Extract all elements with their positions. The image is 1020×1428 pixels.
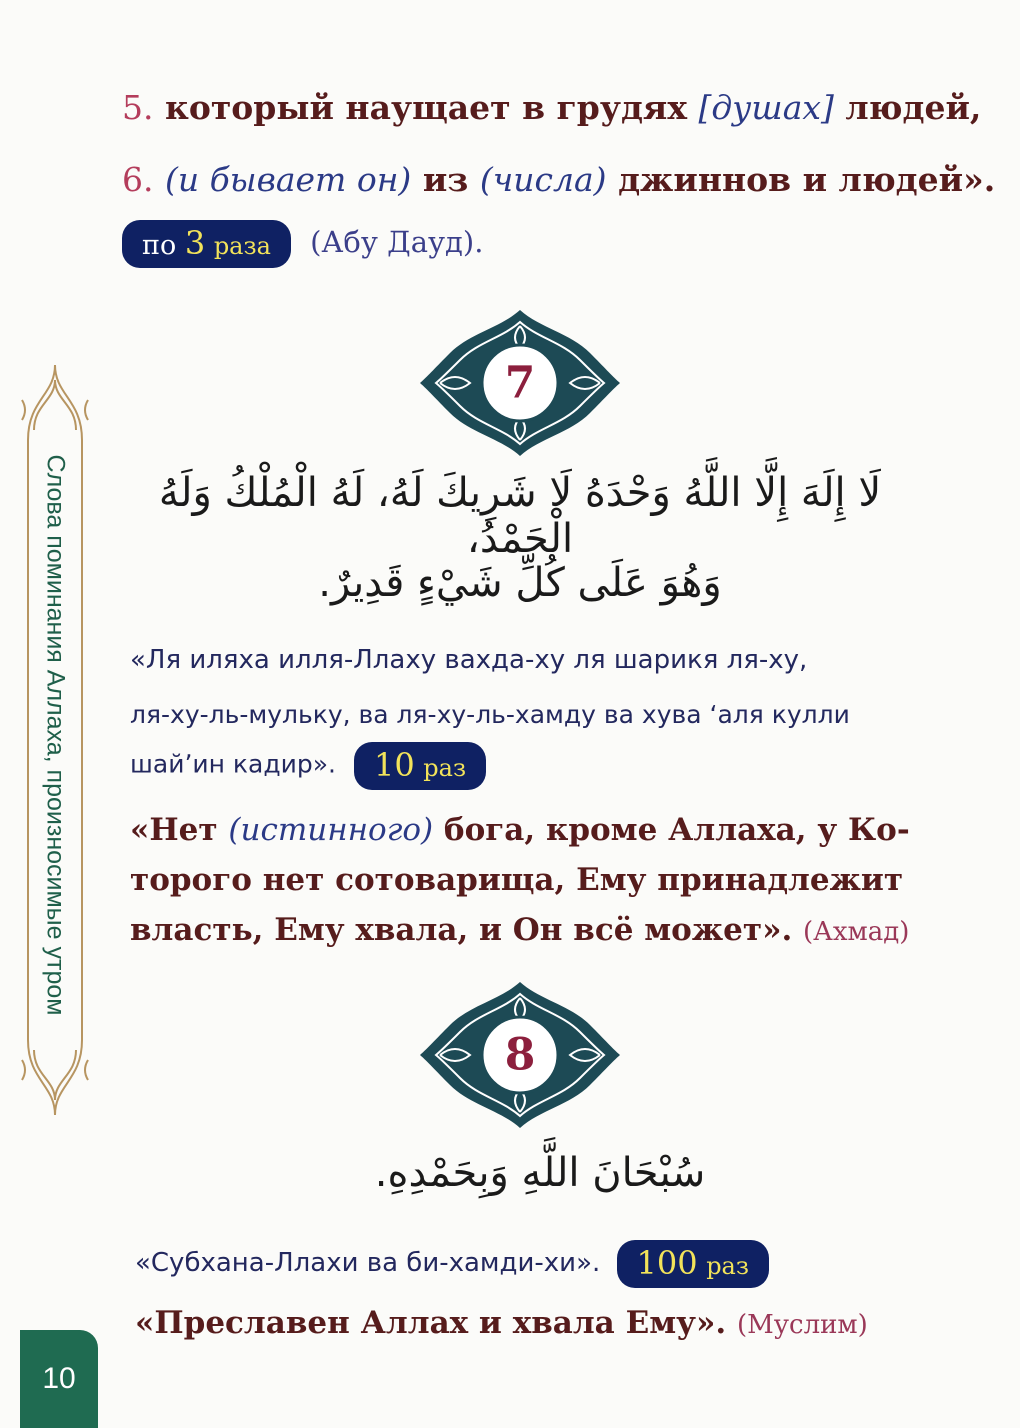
verse-5-number: 5.	[122, 88, 154, 127]
section-7-translit-end: шайʼин кадир».	[130, 749, 336, 779]
section-8-ornament	[420, 980, 620, 1130]
verse-5-text-a: который наущает в грудях	[165, 88, 687, 127]
section-7-repeat-word: раз	[423, 754, 467, 782]
section-7-translation-line-2: торого нет сотоварища, Ему принадлежит	[130, 862, 904, 898]
repeat-count-badge	[122, 220, 291, 268]
verse-6-text-a: из	[422, 160, 469, 199]
verse-6-italic-b: (числа)	[479, 160, 607, 199]
verse-repeat-line	[122, 220, 483, 268]
section-7-translation-b: бога, кроме Аллаха, у Ко-	[443, 812, 910, 848]
repeat-prefix: по	[142, 230, 177, 261]
section-7-translation-end: власть, Ему хвала, и Он всё может».	[130, 912, 793, 948]
section-7-number: 7	[504, 357, 536, 409]
section-7-source: (Ахмад)	[803, 917, 910, 947]
verse-6	[122, 160, 995, 199]
verse-6-italic-a: (и бывает он)	[165, 160, 412, 199]
section-7-repeat-number: 10	[373, 746, 415, 784]
section-7-translit-line-2: ля-ху-ль-мульку, ва ля-ху-ль-хамду ва хува ʻаля кулли	[130, 700, 850, 729]
verse-6-text-b: джиннов и людей».	[618, 160, 996, 199]
section-7-translation-a: «Нет	[130, 812, 218, 848]
section-7-translit-line-3	[130, 742, 486, 790]
section-7-arabic-line-1: لَا إِلَهَ إِلَّا اللَّهُ وَحْدَهُ لَا شَرِيكَ لَهُ، لَهُ الْمُلْكُ وَلَهُ الْحَمْدُ،	[158, 470, 882, 562]
section-8-arabic-line-1: سُبْحَانَ اللَّهِ وَبِحَمْدِهِ.	[374, 1150, 706, 1196]
verse-5-text-b: людей,	[845, 88, 982, 127]
section-8-translit-line-1	[135, 1240, 769, 1288]
section-8-translation-line-1	[135, 1305, 868, 1341]
section-7-translation-line-3	[130, 912, 909, 948]
verse-5	[122, 88, 981, 127]
section-8-translation: «Преславен Аллах и хвала Ему».	[135, 1305, 727, 1341]
section-7-ornament	[420, 308, 620, 458]
section-8-repeat-number: 100	[636, 1244, 698, 1282]
verse-5-italic: [душах]	[698, 88, 834, 127]
repeat-number: 3	[184, 224, 206, 262]
page-number: 10	[20, 1330, 98, 1428]
repeat-suffix: раза	[213, 232, 271, 260]
verse-6-number: 6.	[122, 160, 154, 199]
section-8-repeat-badge	[617, 1240, 769, 1288]
section-8-source: (Муслим)	[736, 1310, 868, 1340]
section-8-number: 8	[504, 1029, 536, 1081]
section-7-arabic-line-2: وَهُوَ عَلَى كُلِّ شَيْءٍ قَدِيرٌ.	[318, 560, 722, 606]
section-7-repeat-badge	[354, 742, 486, 790]
section-8-translit: «Субхана-Ллахи ва би-хамди-хи».	[135, 1248, 601, 1278]
section-8-repeat-word: раз	[706, 1252, 749, 1280]
running-title: Слова поминания Аллаха, произносимые утром	[41, 454, 70, 1016]
section-7-translit-line-1: «Ля иляха илля-Ллаху вахда-ху ля шарикя ля-ху,	[130, 645, 808, 675]
section-7-translation-line-1	[130, 812, 910, 848]
section-7-translation-italic: (истинного)	[228, 812, 434, 848]
verse-source: (Абу Дауд).	[310, 225, 484, 259]
